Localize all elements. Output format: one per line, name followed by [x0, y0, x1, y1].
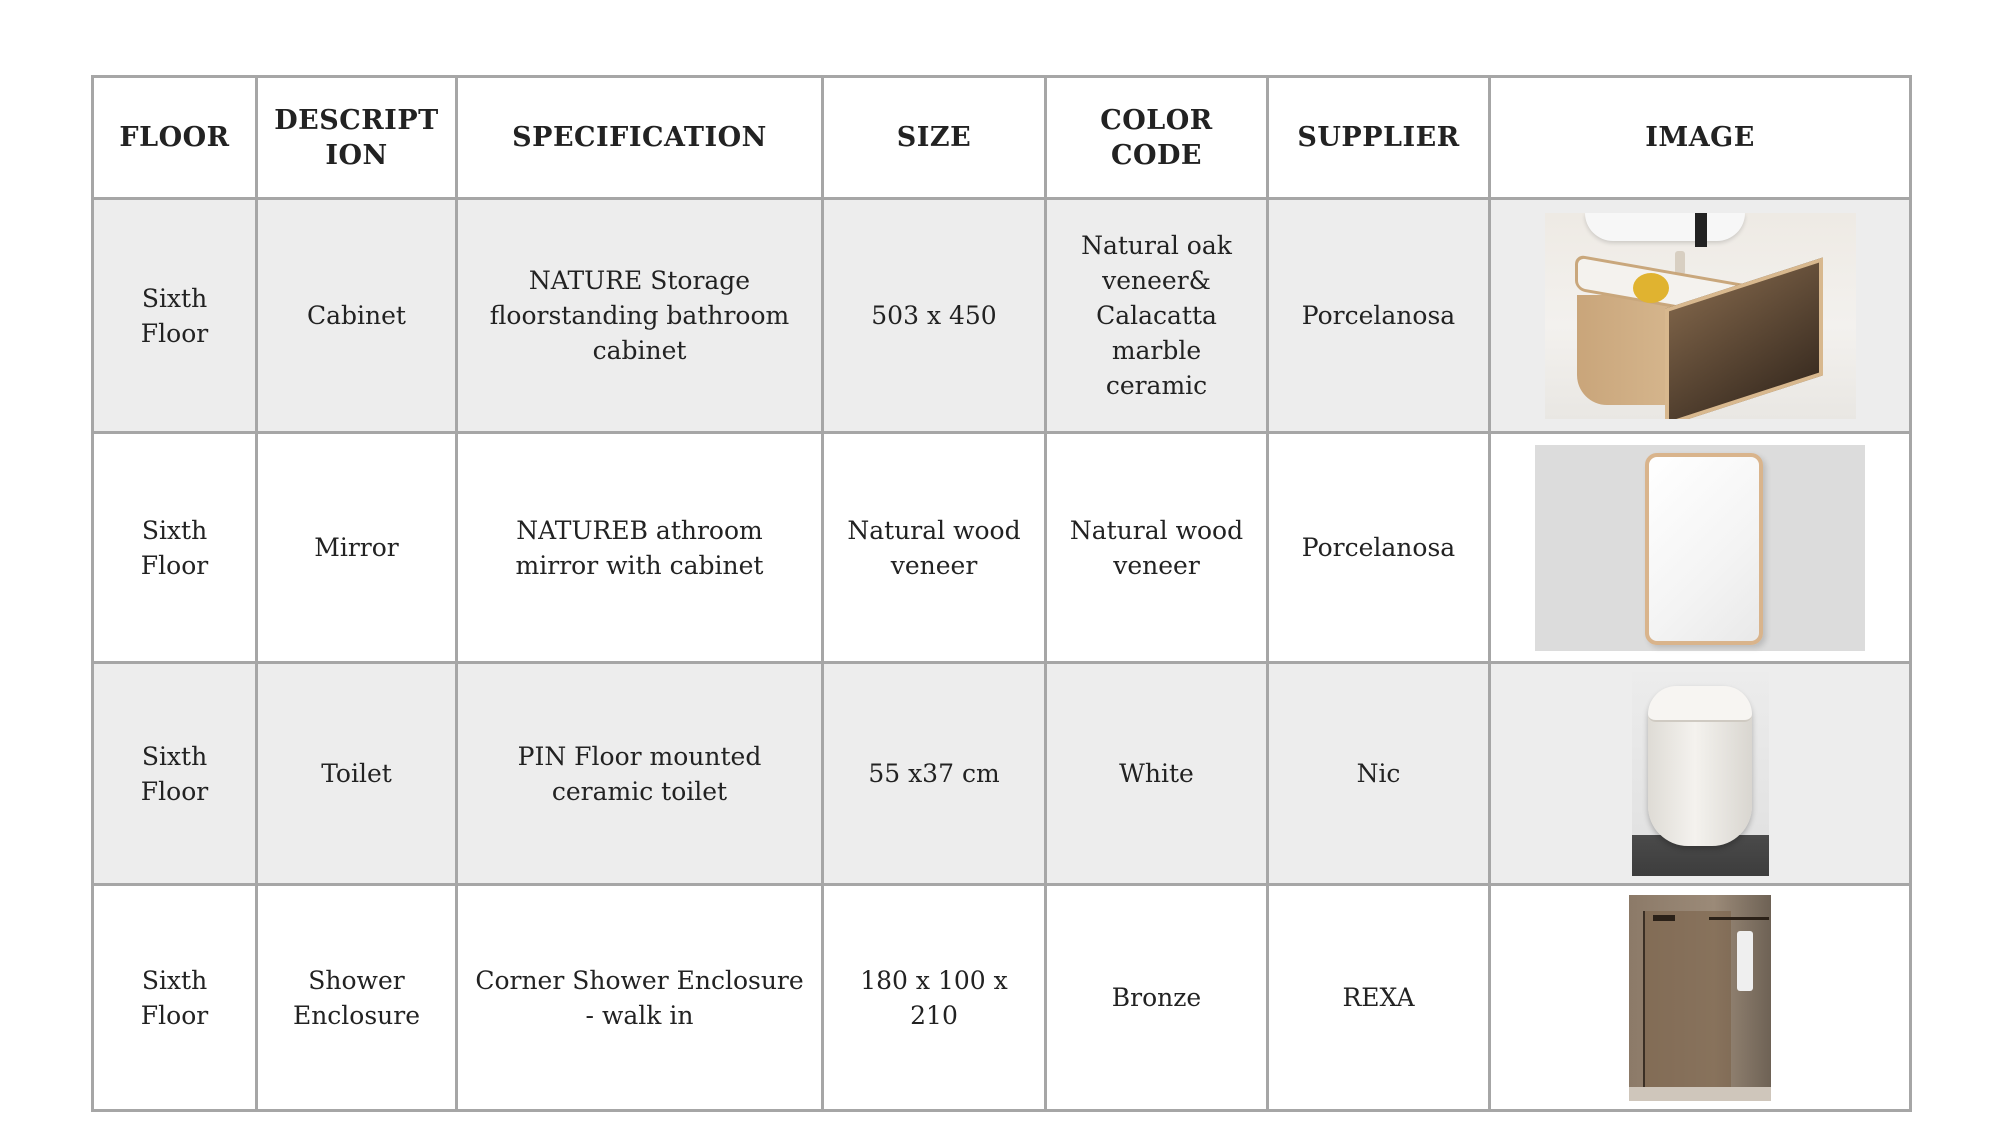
table-row [93, 885, 1911, 1111]
header-color-code: COLOR CODE [1046, 77, 1268, 199]
header-size: SIZE [823, 77, 1046, 199]
cell-floor: Sixth Floor [93, 433, 257, 663]
cabinet-photo [1545, 213, 1856, 419]
cell-supplier: Porcelanosa [1268, 199, 1490, 433]
cell-color-code: Bronze [1046, 885, 1268, 1111]
header-floor: FLOOR [93, 77, 257, 199]
cell-color-code: Natural wood veneer [1046, 433, 1268, 663]
cell-specification: PIN Floor mounted ceramic toilet [457, 663, 823, 885]
cell-supplier: REXA [1268, 885, 1490, 1111]
cell-color-code: White [1046, 663, 1268, 885]
cell-color-code: Natural oak veneer& Calacatta marble ceramic [1046, 199, 1268, 433]
cell-description: Toilet [257, 663, 457, 885]
cell-image [1490, 433, 1911, 663]
cell-description: Cabinet [257, 199, 457, 433]
header-supplier: SUPPLIER [1268, 77, 1490, 199]
cell-specification: Corner Shower Enclosure - walk in [457, 885, 823, 1111]
toilet-photo [1632, 672, 1769, 876]
header-row [93, 77, 1911, 199]
cell-size: 55 x37 cm [823, 663, 1046, 885]
cell-image [1490, 663, 1911, 885]
cell-description: Mirror [257, 433, 457, 663]
cell-specification: NATUREB athroom mirror with cabinet [457, 433, 823, 663]
cell-size: Natural wood veneer [823, 433, 1046, 663]
cell-size: 180 x 100 x 210 [823, 885, 1046, 1111]
shower-photo [1629, 895, 1771, 1101]
cell-floor: Sixth Floor [93, 885, 257, 1111]
table-row [93, 663, 1911, 885]
cell-floor: Sixth Floor [93, 663, 257, 885]
cell-floor: Sixth Floor [93, 199, 257, 433]
cell-specification: NATURE Storage floorstanding bathroom cabinet [457, 199, 823, 433]
cell-size: 503 x 450 [823, 199, 1046, 433]
cell-image [1490, 885, 1911, 1111]
cell-description: Shower Enclosure [257, 885, 457, 1111]
cell-supplier: Nic [1268, 663, 1490, 885]
cell-image [1490, 199, 1911, 433]
header-description: DESCRIPTION [257, 77, 457, 199]
header-specification: SPECIFICATION [457, 77, 823, 199]
specification-table [91, 75, 1912, 1112]
table-row [93, 433, 1911, 663]
cell-supplier: Porcelanosa [1268, 433, 1490, 663]
table-row [93, 199, 1911, 433]
mirror-photo [1535, 445, 1865, 651]
header-image: IMAGE [1490, 77, 1911, 199]
